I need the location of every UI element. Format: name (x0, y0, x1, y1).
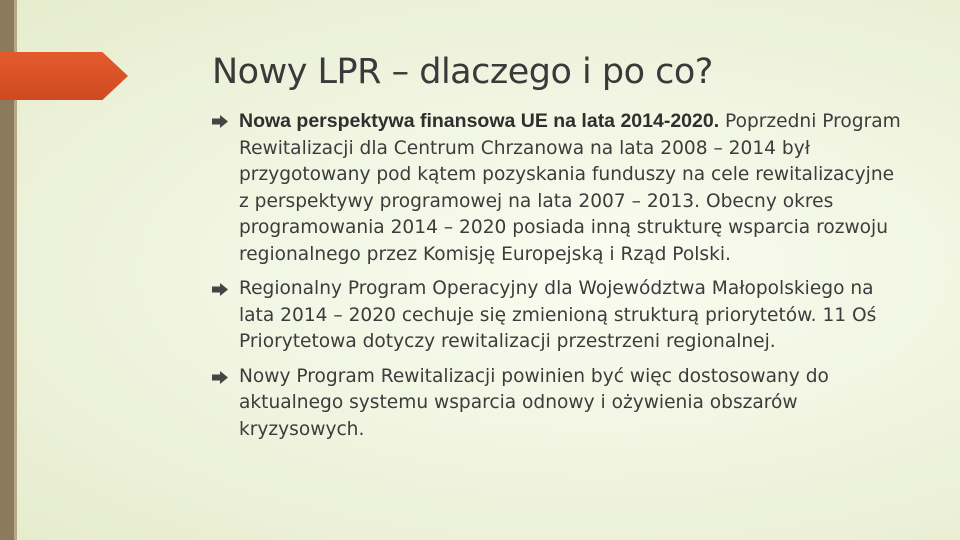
bullet-item (212, 276, 902, 356)
slide-title: Nowy LPR – dlaczego i po co? (212, 52, 713, 92)
bullet-item (212, 364, 902, 444)
slide-content (212, 108, 902, 451)
bullet-item (212, 108, 902, 268)
arrow-right-icon (212, 371, 228, 384)
bullet-bold-text: Nowa perspektywa finansowa UE na lata 2014-2020. (239, 110, 720, 132)
arrow-right-icon (212, 283, 228, 296)
bullet-text: Poprzedni Program Rewitalizacji dla Centrum Chrzanowa na lata 2008 – 2014 był przygotowany pod kątem pozyskania funduszy na cele rewitalizacyjne z perspektywy programowej na lata 2007 – 2013. Obecny okres programowania 2014 – 2020 posiada inną strukturę wsparcia rozwoju regionalnego przez Komisję Europejską i Rząd Polski. (239, 111, 901, 265)
title-accent-arrow (0, 52, 128, 100)
arrow-right-icon (212, 115, 228, 128)
bullet-text: Nowy Program Rewitalizacji powinien być więc dostosowany do aktualnego systemu wsparcia odnowy i ożywienia obszarów kryzysowych. (239, 365, 829, 440)
bullet-text: Regionalny Program Operacyjny dla Województwa Małopolskiego na lata 2014 – 2020 cechuje się zmienioną strukturą priorytetów. 11 Oś Priorytetowa dotyczy rewitalizacji przestrzeni regionalnej. (239, 278, 877, 352)
